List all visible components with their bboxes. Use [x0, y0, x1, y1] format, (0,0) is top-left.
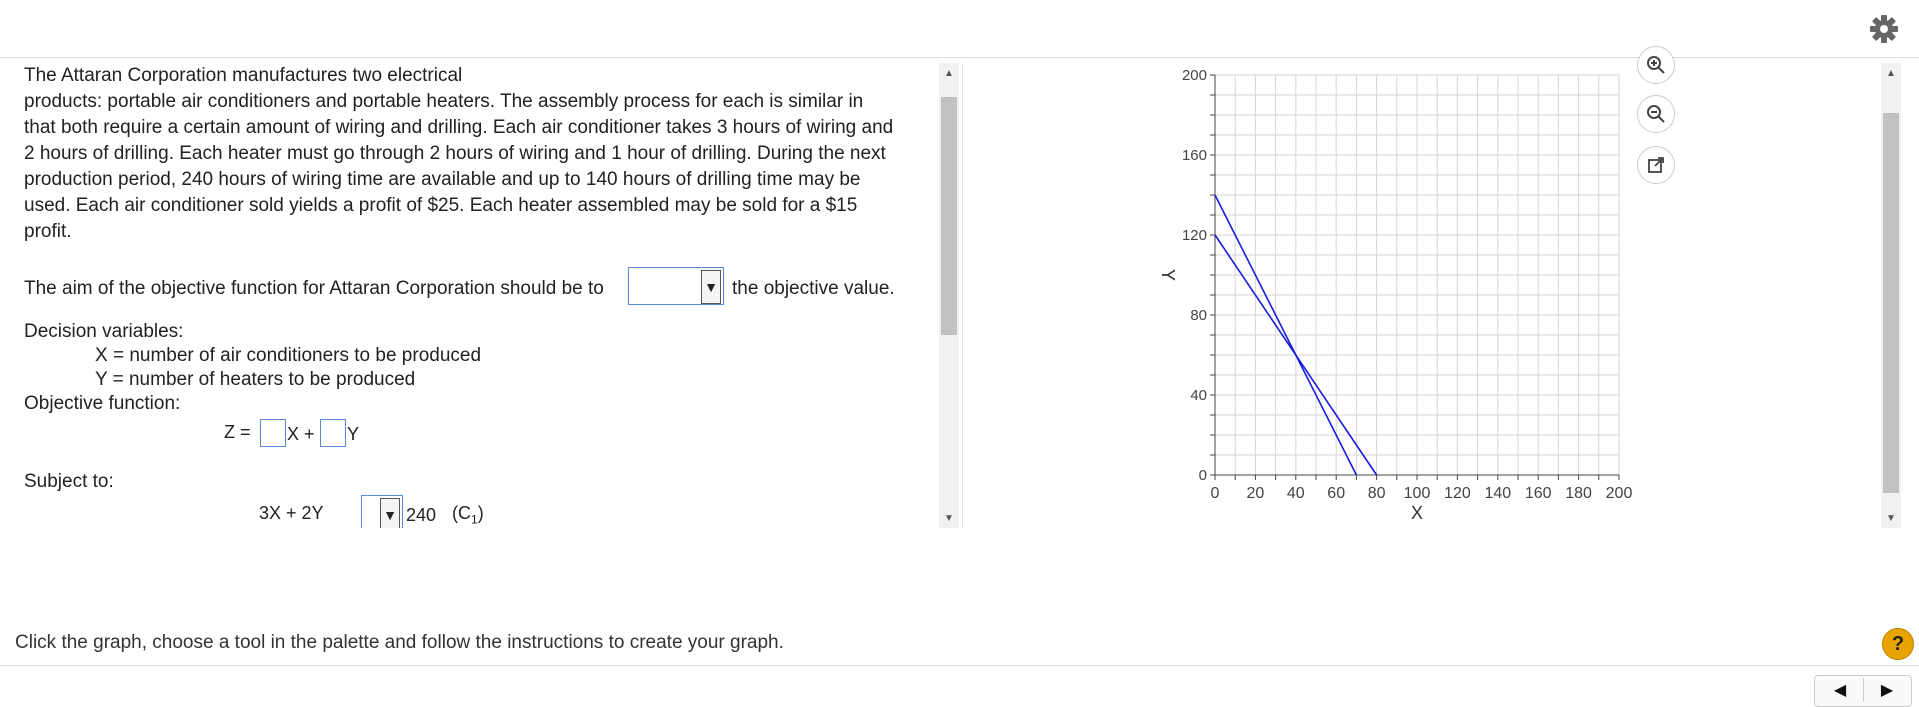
aim-dropdown[interactable] — [628, 267, 724, 305]
y-coefficient-input[interactable] — [320, 419, 346, 447]
x-tick-label: 140 — [1484, 485, 1512, 502]
y-axis-label: Y — [1158, 268, 1178, 282]
aim-row — [24, 267, 929, 307]
y-tick-label: 0 — [1198, 467, 1207, 484]
problem-statement: The Attaran Corporation manufactures two electrical products: portable air conditioners and portable heaters. The assembly process for each is similar in that both require a certain amount of wiring and drilling. Each air conditioner takes 3 hours of wiring and 2 hours of drilling. Each heater must go through 2 hours of wiring and 1 hour of drilling. During the next production period, 240 hours of wiring time are available and up to 140 hours of drilling time may be used. Each air conditioner sold yields a profit of $25. Each heater assembled may be sold for a $15 profit. — [24, 65, 894, 242]
x-tick-label: 80 — [1367, 485, 1386, 502]
x-tick-label: 100 — [1403, 485, 1431, 502]
zoom-out-icon[interactable] — [1637, 95, 1675, 133]
help-button[interactable]: ? — [1882, 628, 1914, 660]
dropdown-arrow-icon: ▼ — [380, 498, 400, 528]
x-coefficient-input[interactable] — [260, 419, 286, 447]
scrollbar-thumb[interactable] — [941, 97, 957, 335]
x-tick-label: 40 — [1286, 485, 1305, 502]
c1-rhs: 240 — [406, 505, 437, 525]
previous-arrow-icon[interactable]: ◀ — [1833, 682, 1847, 699]
c1-inequality-dropdown[interactable] — [361, 495, 403, 528]
popout-icon[interactable] — [1637, 146, 1675, 184]
dropdown-arrow-icon: ▼ — [701, 270, 721, 304]
scroll-up-arrow-icon[interactable]: ▲ — [944, 67, 954, 79]
decision-variables-label: Decision variables: — [24, 321, 184, 342]
navigation-buttons — [1814, 675, 1912, 707]
zoom-in-icon[interactable] — [1637, 46, 1675, 84]
subject-to-label: Subject to: — [24, 471, 114, 492]
constraint-graph[interactable] — [1140, 60, 1660, 530]
graph-instructions: Click the graph, choose a tool in the palette and follow the instructions to create your graph. — [15, 632, 784, 653]
panel-divider — [962, 63, 963, 528]
problem-panel — [24, 63, 929, 528]
settings-gear-icon[interactable] — [1868, 13, 1900, 45]
next-arrow-icon[interactable]: ▶ — [1863, 678, 1910, 702]
x-tick-label: 180 — [1565, 485, 1592, 502]
scrollbar-thumb[interactable] — [1883, 113, 1899, 493]
y-tick-label: 40 — [1190, 387, 1207, 404]
x-tick-label: 60 — [1327, 485, 1346, 502]
header-divider — [0, 57, 1919, 58]
y-tick-label: 200 — [1181, 67, 1207, 84]
scroll-up-arrow-icon[interactable]: ▲ — [1886, 67, 1896, 79]
c1-label: $(C_1)$ — [452, 503, 484, 527]
x-tick-label: 0 — [1210, 485, 1220, 502]
x-tick-label: 200 — [1605, 485, 1633, 502]
z-prefix: Z = — [224, 422, 251, 442]
x-term: X + — [287, 424, 315, 444]
x-tick-label: 120 — [1444, 485, 1471, 502]
y-definition: Y = number of heaters to be produced — [95, 369, 416, 390]
y-tick-label: 120 — [1181, 227, 1207, 244]
x-tick-label: 20 — [1246, 485, 1265, 502]
aim-suffix: the objective value. — [732, 278, 895, 299]
c1-lhs: 3X + 2Y — [259, 503, 324, 523]
scroll-down-arrow-icon[interactable]: ▼ — [944, 512, 954, 524]
graph-scrollbar[interactable] — [1881, 63, 1901, 528]
y-tick-label: 80 — [1190, 307, 1207, 324]
problem-scrollbar[interactable] — [939, 63, 959, 528]
x-definition: X = number of air conditioners to be produced — [95, 345, 482, 366]
aim-prefix: The aim of the objective function for Attaran Corporation should be to — [24, 278, 604, 299]
y-term: Y — [347, 424, 360, 444]
objective-function-label: Objective function: — [24, 393, 181, 414]
footer-divider — [0, 665, 1919, 666]
y-tick-label: 160 — [1181, 147, 1207, 164]
x-tick-label: 160 — [1524, 485, 1552, 502]
scroll-down-arrow-icon[interactable]: ▼ — [1886, 512, 1896, 524]
x-axis-label: X — [1410, 503, 1424, 523]
